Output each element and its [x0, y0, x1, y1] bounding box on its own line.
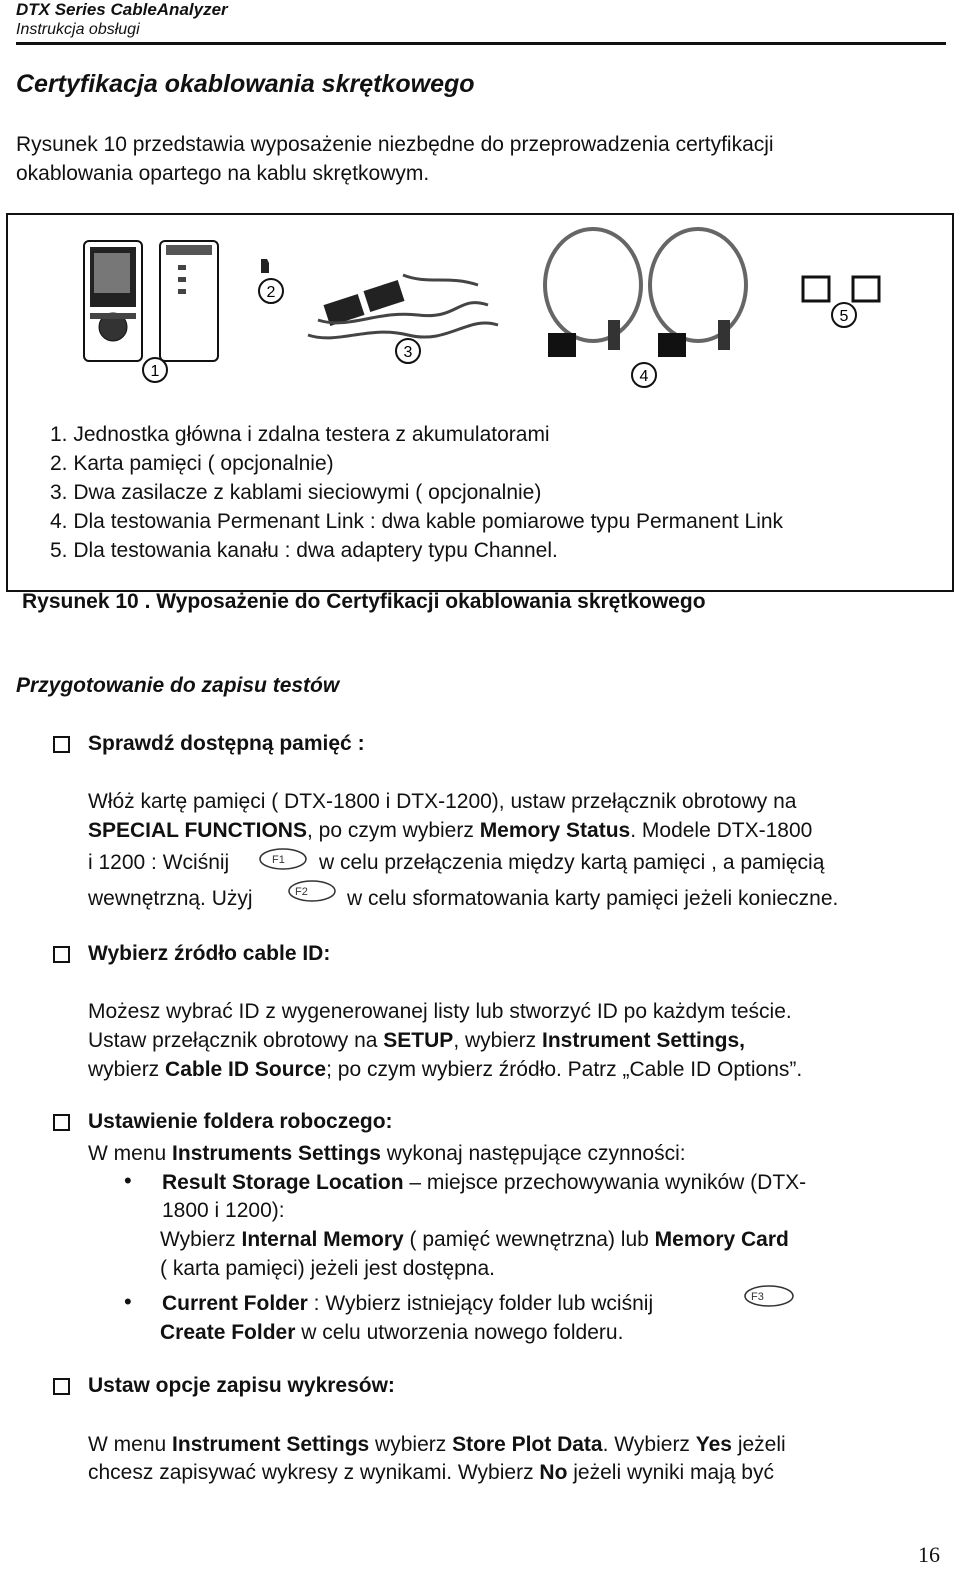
- tester-main-unit: [84, 241, 142, 361]
- s3-text: – miejsce przechowywania wyników (DTX-: [403, 1171, 807, 1194]
- s3-current-folder: Current Folder: [162, 1292, 308, 1315]
- marker-4: [632, 363, 656, 387]
- memory-card: [261, 259, 269, 273]
- s2-instrument-settings: Instrument Settings,: [542, 1029, 746, 1052]
- s2-cable-id-source: Cable ID Source: [165, 1058, 327, 1081]
- s4-instrument-settings: Instrument Settings: [172, 1433, 370, 1456]
- s3-internal-memory: Internal Memory: [241, 1228, 404, 1251]
- s4-text: wybierz: [369, 1433, 453, 1456]
- s4-text: jeżeli wyniki mają być: [567, 1461, 774, 1484]
- s1-line-2: [88, 816, 812, 845]
- header-subtitle: Instrukcja obsługi: [16, 21, 140, 38]
- section-head-folder: Ustawienie foldera roboczego:: [88, 1110, 393, 1133]
- s4-line-2: [88, 1458, 774, 1487]
- s1-text: i 1200 : Wciśnij: [88, 851, 230, 874]
- s3-text: wykonaj następujące czynności:: [380, 1142, 686, 1165]
- intro-line-1: Rysunek 10 przedstawia wyposażenie niezbędne do przeprowadzenia certyfikacji: [16, 133, 774, 156]
- s4-text: . Wybierz: [602, 1433, 696, 1456]
- bullet-icon: •: [124, 1289, 132, 1314]
- s1-line-4: wewnętrzną. Użyj: [88, 887, 253, 910]
- s1-line-1: Włóż kartę pamięci ( DTX-1800 i DTX-1200), ustaw przełącznik obrotowy na: [88, 790, 797, 813]
- figure-legend-list: [50, 420, 783, 565]
- header-title: DTX Series CableAnalyzer: [16, 0, 228, 19]
- s2-setup: SETUP: [383, 1029, 454, 1052]
- s3-line-1: [88, 1139, 686, 1168]
- s2-line-2: [88, 1026, 745, 1055]
- power-supplies: [308, 275, 498, 338]
- s3-bullet-1-line-4: ( karta pamięci) jeżeli jest dostępna.: [160, 1257, 495, 1280]
- s3-text: Wybierz: [160, 1228, 242, 1251]
- list-item: 2. Karta pamięci ( opcjonalnie): [50, 452, 334, 475]
- s3-bullet-2-line-1: [162, 1289, 653, 1318]
- checkbox-icon: [53, 1114, 70, 1131]
- equipment-illustration: [8, 215, 952, 415]
- marker-1: [143, 358, 167, 382]
- s2-text: wybierz: [88, 1058, 166, 1081]
- marker-3: [396, 339, 420, 363]
- s3-result-storage: Result Storage Location: [162, 1171, 404, 1194]
- f3-key-label: F3: [751, 1291, 764, 1303]
- s4-line-1: [88, 1430, 786, 1459]
- list-item: 4. Dla testowania Permenant Link : dwa kable pomiarowe typu Permanent Link: [50, 510, 784, 533]
- marker-5: [832, 303, 856, 327]
- section-head-memory: Sprawdź dostępną pamięć :: [88, 732, 365, 755]
- s1-line-3: [88, 848, 229, 877]
- list-item: 3. Dwa zasilacze z kablami sieciowymi ( opcjonalnie): [50, 481, 542, 504]
- section-head-plot: Ustaw opcje zapisu wykresów:: [88, 1374, 395, 1397]
- marker-3-label: 3: [403, 344, 413, 361]
- f2-key-icon: [287, 878, 337, 904]
- s3-text: ( pamięć wewnętrzna) lub: [403, 1228, 655, 1251]
- s3-bullet-1-line-2: 1800 i 1200):: [162, 1199, 285, 1222]
- s1-special-functions: SPECIAL FUNCTIONS: [88, 819, 307, 842]
- s3-text: : Wybierz istniejący folder lub wciśnij: [307, 1292, 654, 1315]
- subsection-title: Przygotowanie do zapisu testów: [16, 674, 340, 697]
- s3-create-folder: Create Folder: [160, 1321, 296, 1344]
- s2-text: Ustaw przełącznik obrotowy na: [88, 1029, 384, 1052]
- intro-line-2: okablowania opartego na kablu skrętkowym.: [16, 162, 430, 185]
- tester-remote-unit: [160, 241, 218, 361]
- checkbox-icon: [53, 946, 70, 963]
- s1-memory-status: Memory Status: [479, 819, 631, 842]
- s4-store-plot-data: Store Plot Data: [452, 1433, 603, 1456]
- marker-2-label: 2: [266, 284, 276, 301]
- list-item: 1. Jednostka główna i zdalna testera z akumulatorami: [50, 423, 550, 446]
- s2-text: ; po czym wybierz źródło. Patrz „Cable ID Options”.: [326, 1058, 803, 1081]
- s4-text: chcesz zapisywać wykresy z wynikami. Wybierz: [88, 1461, 540, 1484]
- marker-2: [259, 279, 283, 303]
- section-title: Certyfikacja okablowania skrętkowego: [16, 70, 475, 98]
- s4-text: jeżeli: [732, 1433, 786, 1456]
- s3-bullet-1-line-3: [160, 1225, 789, 1254]
- bullet-icon: •: [124, 1168, 132, 1193]
- s1-line-4b: w celu sformatowania karty pamięci jeżeli konieczne.: [347, 887, 839, 910]
- s2-text: , wybierz: [453, 1029, 542, 1052]
- f2-key-label: F2: [295, 886, 308, 898]
- s3-bullet-1-line-1: [162, 1168, 806, 1197]
- s4-yes: Yes: [695, 1433, 732, 1456]
- s1-text: . Modele DTX-1800: [630, 819, 813, 842]
- section-head-cable-id: Wybierz źródło cable ID:: [88, 942, 331, 965]
- s3-bullet-2-line-2: [160, 1318, 623, 1347]
- s3-memory-card: Memory Card: [654, 1228, 789, 1251]
- figure-caption: Rysunek 10 . Wyposażenie do Certyfikacji okablowania skrętkowego: [22, 590, 706, 613]
- page-number: 16: [918, 1542, 940, 1567]
- channel-adapters: [803, 277, 879, 301]
- f1-key-icon: [258, 846, 308, 872]
- s4-no: No: [539, 1461, 568, 1484]
- s3-text: W menu: [88, 1142, 173, 1165]
- s1-line-3b: w celu przełączenia między kartą pamięci , a pamięcią: [319, 851, 825, 874]
- s1-text: , po czym wybierz: [306, 819, 480, 842]
- s2-line-1: Możesz wybrać ID z wygenerowanej listy lub stworzyć ID po każdym teście.: [88, 1000, 792, 1023]
- s4-text: W menu: [88, 1433, 173, 1456]
- marker-1-label: 1: [150, 363, 160, 380]
- f3-key-icon: [743, 1283, 795, 1309]
- marker-5-label: 5: [839, 308, 849, 325]
- marker-4-label: 4: [639, 368, 649, 385]
- checkbox-icon: [53, 736, 70, 753]
- s3-text: w celu utworzenia nowego folderu.: [295, 1321, 624, 1344]
- permanent-link-cables: [545, 229, 746, 357]
- f1-key-label: F1: [272, 854, 285, 866]
- s2-line-3: [88, 1055, 802, 1084]
- checkbox-icon: [53, 1378, 70, 1395]
- s3-instruments-settings: Instruments Settings: [172, 1142, 381, 1165]
- header-rule: [16, 42, 946, 45]
- list-item: 5. Dla testowania kanału : dwa adaptery typu Channel.: [50, 539, 558, 562]
